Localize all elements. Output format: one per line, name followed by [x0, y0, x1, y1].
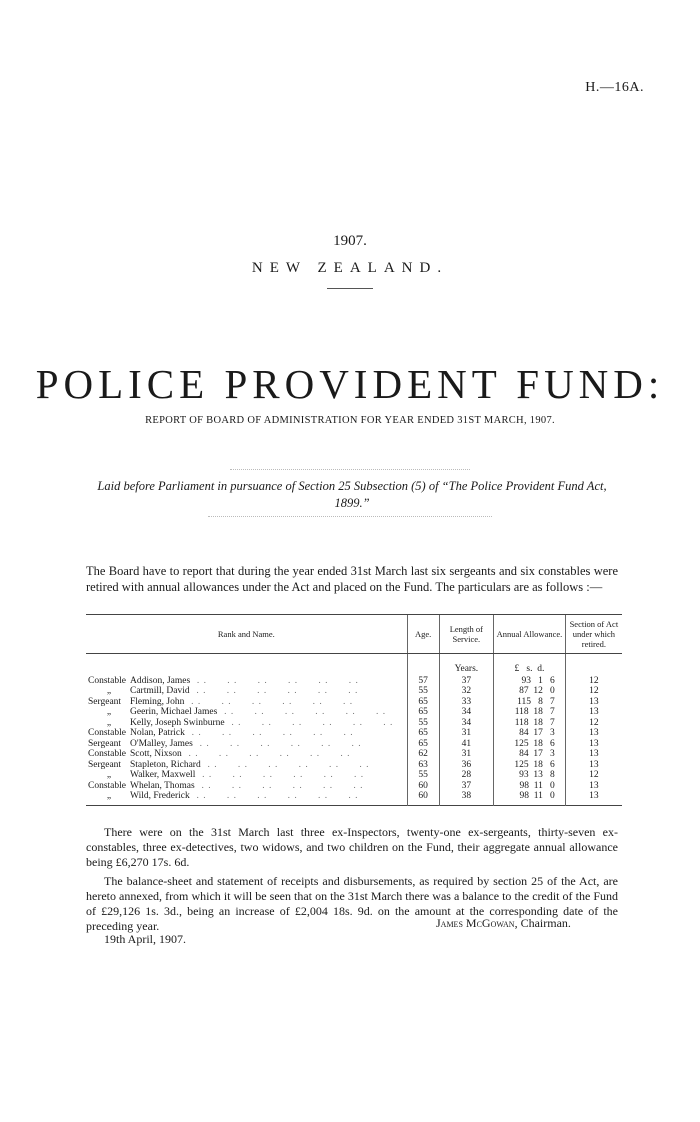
- service-cell: 34: [439, 718, 494, 729]
- section-cell: 12: [565, 770, 622, 781]
- rank-label: „: [106, 770, 112, 780]
- table-row: [86, 739, 622, 750]
- allowance-unit: £ s. d.: [494, 654, 566, 676]
- document-title: POLICE PROVIDENT FUND:: [35, 361, 665, 407]
- header-allowance: Annual Allowance.: [494, 615, 566, 654]
- age-cell: 65: [407, 697, 439, 708]
- age-cell: 65: [407, 739, 439, 750]
- table-row: [86, 749, 622, 760]
- leader-dots: . . . . . . . . . . . .: [190, 675, 359, 686]
- leader-dots: . . . . . . . . . . . .: [184, 696, 354, 707]
- rank-label: „: [106, 707, 112, 717]
- age-cell: 65: [407, 728, 439, 739]
- rank-name-cell: [86, 760, 407, 771]
- section-cell: 13: [565, 791, 622, 805]
- leader-dots: . . . . . . . . . . . .: [184, 728, 354, 738]
- units-row: [86, 654, 622, 676]
- officer-name: Wild, Frederick: [130, 791, 190, 801]
- signatory-title: Chairman.: [520, 916, 571, 930]
- rank-name-cell: [86, 770, 407, 781]
- laid-before-note: Laid before Parliament in pursuance of Section 25 Subsection (5) of “The Police Provident Fund Act, 1899.”: [97, 479, 607, 510]
- section-cell: 13: [565, 728, 622, 739]
- table-row: [86, 707, 622, 718]
- rank-label: Constable: [88, 728, 126, 738]
- allowance-cell: 84 17 3: [494, 749, 566, 760]
- allowance-cell: 84 17 3: [494, 728, 566, 739]
- allowance-cell: 125 18 6: [494, 760, 566, 771]
- service-cell: 37: [439, 781, 494, 792]
- leader-dots: . . . . . . . . . . . .: [192, 738, 362, 749]
- rank-name-cell: [86, 718, 407, 729]
- service-cell: 28: [439, 770, 494, 781]
- header-age: Age.: [407, 615, 439, 654]
- officer-name: O'Malley, James: [130, 738, 193, 749]
- age-cell: 57: [407, 676, 439, 687]
- section-cell: 13: [565, 749, 622, 760]
- service-cell: 37: [439, 676, 494, 687]
- leader-dots: . . . . . . . . . . . .: [194, 780, 364, 791]
- allowance-cell: 125 18 6: [494, 739, 566, 750]
- leader-dots: . . . . . . . . . . . .: [189, 791, 359, 801]
- allowance-cell: 93 13 8: [494, 770, 566, 781]
- officer-name: Whelan, Thomas: [130, 780, 195, 791]
- leader-dots: . . . . . . . . . . . .: [189, 686, 359, 696]
- age-cell: 60: [407, 781, 439, 792]
- rank-label: Constable: [88, 780, 126, 791]
- officer-name: Stapleton, Richard: [130, 759, 201, 770]
- allowance-cell: 118 18 7: [494, 707, 566, 718]
- rank-name-cell: [86, 791, 407, 805]
- age-cell: 55: [407, 770, 439, 781]
- header-section: Section of Act under which retired.: [565, 615, 622, 654]
- section-cell: 13: [565, 760, 622, 771]
- signature: [436, 916, 571, 931]
- table-row: [86, 676, 622, 687]
- service-cell: 36: [439, 760, 494, 771]
- allowance-cell: 98 11 0: [494, 781, 566, 792]
- table-row: [86, 770, 622, 781]
- service-cell: 32: [439, 686, 494, 697]
- rank-name-cell: [86, 749, 407, 760]
- service-unit: Years.: [439, 654, 494, 676]
- age-cell: 65: [407, 707, 439, 718]
- table-row: [86, 781, 622, 792]
- divider: [230, 469, 470, 470]
- rank-name-cell: [86, 697, 407, 708]
- service-cell: 31: [439, 749, 494, 760]
- section-cell: 12: [565, 718, 622, 729]
- leader-dots: . . . . . . . . . . . .: [195, 770, 365, 780]
- age-cell: 60: [407, 791, 439, 805]
- age-cell: 55: [407, 686, 439, 697]
- officer-name: Nolan, Patrick: [130, 728, 185, 738]
- document-year: 1907.: [333, 233, 367, 249]
- officer-name: Addison, James: [130, 675, 191, 686]
- page-reference: H.—16A.: [585, 80, 644, 95]
- rank-label: „: [106, 686, 112, 696]
- table-row: [86, 760, 622, 771]
- table-row: [86, 791, 622, 805]
- allowance-cell: 93 1 6: [494, 676, 566, 687]
- rank-label: „: [106, 717, 112, 728]
- rank-name-cell: [86, 728, 407, 739]
- leader-dots: . . . . . . . . . . . .: [224, 717, 394, 728]
- table-row: [86, 728, 622, 739]
- service-cell: 38: [439, 791, 494, 805]
- rank-label: Sergeant: [88, 759, 122, 770]
- section-cell: 13: [565, 707, 622, 718]
- rank-label: Sergeant: [88, 696, 122, 707]
- rank-label: Constable: [88, 675, 126, 686]
- rank-name-cell: [86, 739, 407, 750]
- officer-name: Scott, Nixson: [130, 749, 182, 759]
- service-cell: 41: [439, 739, 494, 750]
- allowance-cell: 87 12 0: [494, 686, 566, 697]
- officer-name: Fleming, John: [130, 696, 185, 707]
- rank-label: „: [106, 791, 112, 801]
- section-cell: 13: [565, 739, 622, 750]
- section-cell: 13: [565, 781, 622, 792]
- leader-dots: . . . . . . . . . . . .: [200, 759, 370, 770]
- rank-name-cell: [86, 707, 407, 718]
- officer-name: Cartmill, David: [130, 686, 190, 696]
- rank-label: Constable: [88, 749, 126, 759]
- age-cell: 63: [407, 760, 439, 771]
- header-service: Length of Service.: [439, 615, 494, 654]
- section-cell: 12: [565, 676, 622, 687]
- leader-dots: . . . . . . . . . . . .: [217, 707, 387, 717]
- section-cell: 13: [565, 697, 622, 708]
- age-cell: 62: [407, 749, 439, 760]
- officer-name: Geerin, Michael James: [130, 707, 218, 717]
- service-cell: 34: [439, 707, 494, 718]
- report-date: 19th April, 1907.: [104, 932, 187, 946]
- table-row: [86, 686, 622, 697]
- intro-paragraph: The Board have to report that during the year ended 31st March last six sergeants and six constables were retired with annual allowances under the Act and placed on the Fund. The particulars are as follows :—: [86, 564, 618, 594]
- service-cell: 33: [439, 697, 494, 708]
- balance-paragraph: The balance-sheet and statement of receipts and disbursements, as required by section 25 of the Act, are hereto annexed, from which it will be seen that on the 31st March there was a balance to the credit of the Fund of £29,126 1s. 3d., being an increase of £2,004 18s. 9d. on the amount at the corresponding date of the preceding year.: [86, 874, 618, 933]
- divider: [327, 288, 373, 289]
- signatory-name: James McGowan,: [436, 916, 518, 930]
- rank-name-cell: [86, 676, 407, 687]
- service-cell: 31: [439, 728, 494, 739]
- table-header-row: [86, 615, 622, 654]
- table-row: [86, 697, 622, 708]
- divider: [208, 516, 492, 517]
- rank-label: Sergeant: [88, 738, 122, 749]
- rank-name-cell: [86, 686, 407, 697]
- age-cell: 55: [407, 718, 439, 729]
- allowance-cell: 98 11 0: [494, 791, 566, 805]
- table-row: [86, 718, 622, 729]
- allowance-cell: 118 18 7: [494, 718, 566, 729]
- officer-name: Walker, Maxwell: [130, 770, 196, 780]
- allowance-cell: 115 8 7: [494, 697, 566, 708]
- section-cell: 12: [565, 686, 622, 697]
- document-subtitle: REPORT OF BOARD OF ADMINISTRATION FOR YEAR ENDED 31ST MARCH, 1907.: [145, 415, 555, 426]
- rank-name-cell: [86, 781, 407, 792]
- officer-name: Kelly, Joseph Swinburne: [130, 717, 225, 728]
- retirements-table: [86, 614, 622, 806]
- header-rank-name: Rank and Name.: [86, 615, 407, 654]
- country-heading: NEW ZEALAND.: [251, 260, 449, 276]
- summary-paragraph: There were on the 31st March last three ex-Inspectors, twenty-one ex-sergeants, thirty-seven ex-constables, three ex-detectives, two widows, and two children on the Fund, their aggregate annual allowance being £6,270 17s. 6d.: [86, 825, 618, 869]
- leader-dots: . . . . . . . . . . . .: [181, 749, 351, 759]
